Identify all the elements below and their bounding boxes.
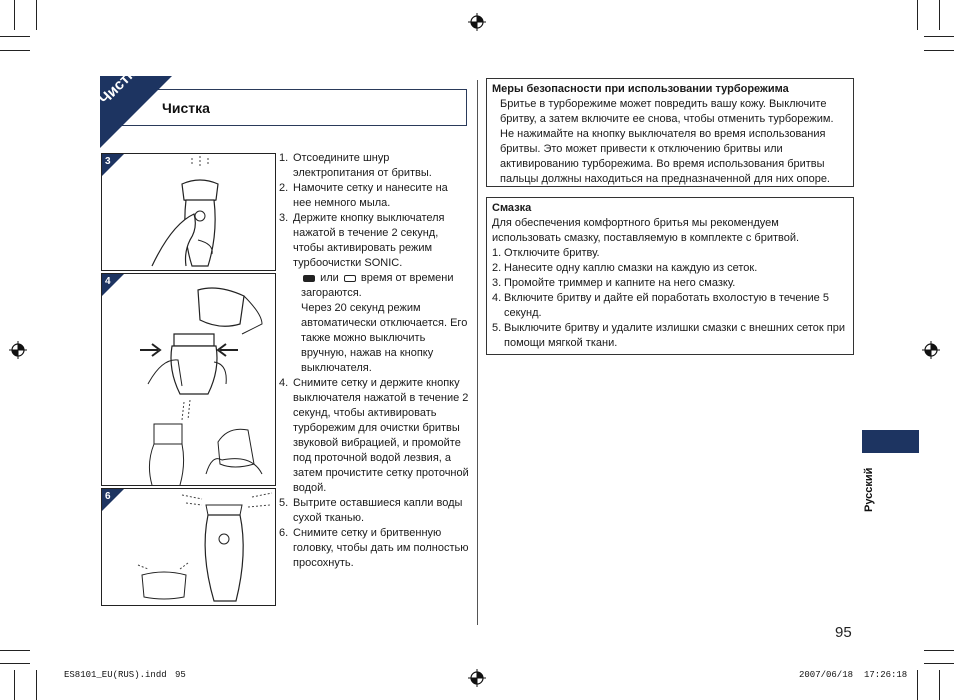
figure-panel-4 (101, 273, 276, 486)
crop-mark (0, 50, 30, 51)
step-item: 5. Вытрите оставшиеся капли воды сухой тканью. (279, 497, 463, 524)
footer-page: 95 (175, 670, 186, 680)
crop-mark (0, 663, 30, 664)
step-item: 1. Отсоедините шнур электропитания от бритвы. (279, 152, 432, 179)
safety-box (486, 78, 854, 187)
step-note: Через 20 секунд режим автоматически отключается. Его также можно выключить вручную, нажав на кнопку выключателя. (301, 302, 468, 374)
lubrication-step: 4. Включите бритву и дайте ей поработать вхолостую в течение 5 секунд. (492, 292, 829, 319)
registration-mark-icon (468, 13, 486, 31)
crop-mark (924, 663, 954, 664)
crop-mark (14, 0, 15, 30)
column-divider (477, 80, 478, 625)
section-tab-label: Чистка (96, 59, 145, 109)
language-label: Русский (863, 467, 875, 512)
crop-mark (924, 36, 954, 37)
lubrication-step: 2. Нанесите одну каплю смазки на каждую из сеток. (492, 262, 758, 274)
lamp-off-icon (344, 275, 356, 282)
crop-mark (36, 0, 37, 30)
language-tab (862, 430, 919, 453)
registration-mark-icon (922, 341, 940, 359)
registration-mark-icon (9, 341, 27, 359)
footer-time: 17:26:18 (864, 670, 908, 680)
step-item: 2. Намочите сетку и нанесите на нее немного мыла. (279, 182, 448, 209)
cleaning-steps (279, 151, 469, 571)
figure-number: 3 (105, 156, 111, 167)
crop-mark (924, 50, 954, 51)
step-note: или время от времени загораются. (301, 272, 454, 299)
figure-panel-3 (101, 153, 276, 271)
shaver-illustration-icon (102, 154, 275, 270)
section-title: Чистка (162, 100, 210, 116)
crop-mark (36, 670, 37, 700)
footer-filename: ES8101_EU(RUS).indd (64, 670, 167, 680)
registration-mark-icon (468, 669, 486, 687)
lubrication-box (486, 197, 854, 355)
crop-mark (0, 36, 30, 37)
shaver-illustration-icon (102, 274, 275, 485)
lubrication-intro: Для обеспечения комфортного бритья мы рекомендуем использовать смазку, поставляемую в комплекте с бритвой. (492, 217, 800, 244)
shaver-illustration-icon (102, 489, 275, 605)
lubrication-title: Смазка (492, 202, 532, 214)
lubrication-step: 1. Отключите бритву. (492, 247, 600, 259)
crop-mark (939, 0, 940, 30)
figure-panel-6 (101, 488, 276, 606)
crop-mark (924, 650, 954, 651)
safety-body: Бритье в турборежиме может повредить вашу кожу. Выключите бритву, а затем включите ее снова, чтобы отменить турборежим. Не нажимайте на кнопку выключателя во время использования бритвы. Это может привести к отключению бритвы или активированию турборежима. Во время использования бритвы пальцы должны находиться на предназначенной для них опоре. (500, 98, 834, 185)
footer-date: 2007/06/18 (799, 670, 854, 680)
figure-number: 6 (105, 491, 111, 502)
step-item: 3. Держите кнопку выключателя нажатой в течение 2 секунд, чтобы активировать режим турбоочистки SONIC. (279, 212, 445, 269)
step-item: 4. Снимите сетку и держите кнопку выключателя нажатой в течение 2 секунд, чтобы активировать турборежим для очистки бритвы звуковой вибрацией, и промойте под проточной водой лезвия, а затем прочистите сетку проточной водой. (279, 377, 469, 494)
lubrication-step: 5. Выключите бритву и удалите излишки смазки с внешних сеток при помощи мягкой ткани. (492, 322, 845, 349)
crop-mark (0, 650, 30, 651)
lamp-on-icon (303, 275, 315, 282)
lubrication-step: 3. Промойте триммер и капните на него смазку. (492, 277, 736, 289)
figure-number: 4 (105, 276, 111, 287)
crop-mark (14, 670, 15, 700)
safety-title: Меры безопасности при использовании турборежима (492, 83, 789, 95)
crop-mark (917, 670, 918, 700)
step-item: 6. Снимите сетку и бритвенную головку, чтобы дать им полностью просохнуть. (279, 527, 469, 569)
crop-mark (917, 0, 918, 30)
crop-mark (939, 670, 940, 700)
page-number: 95 (835, 624, 852, 641)
